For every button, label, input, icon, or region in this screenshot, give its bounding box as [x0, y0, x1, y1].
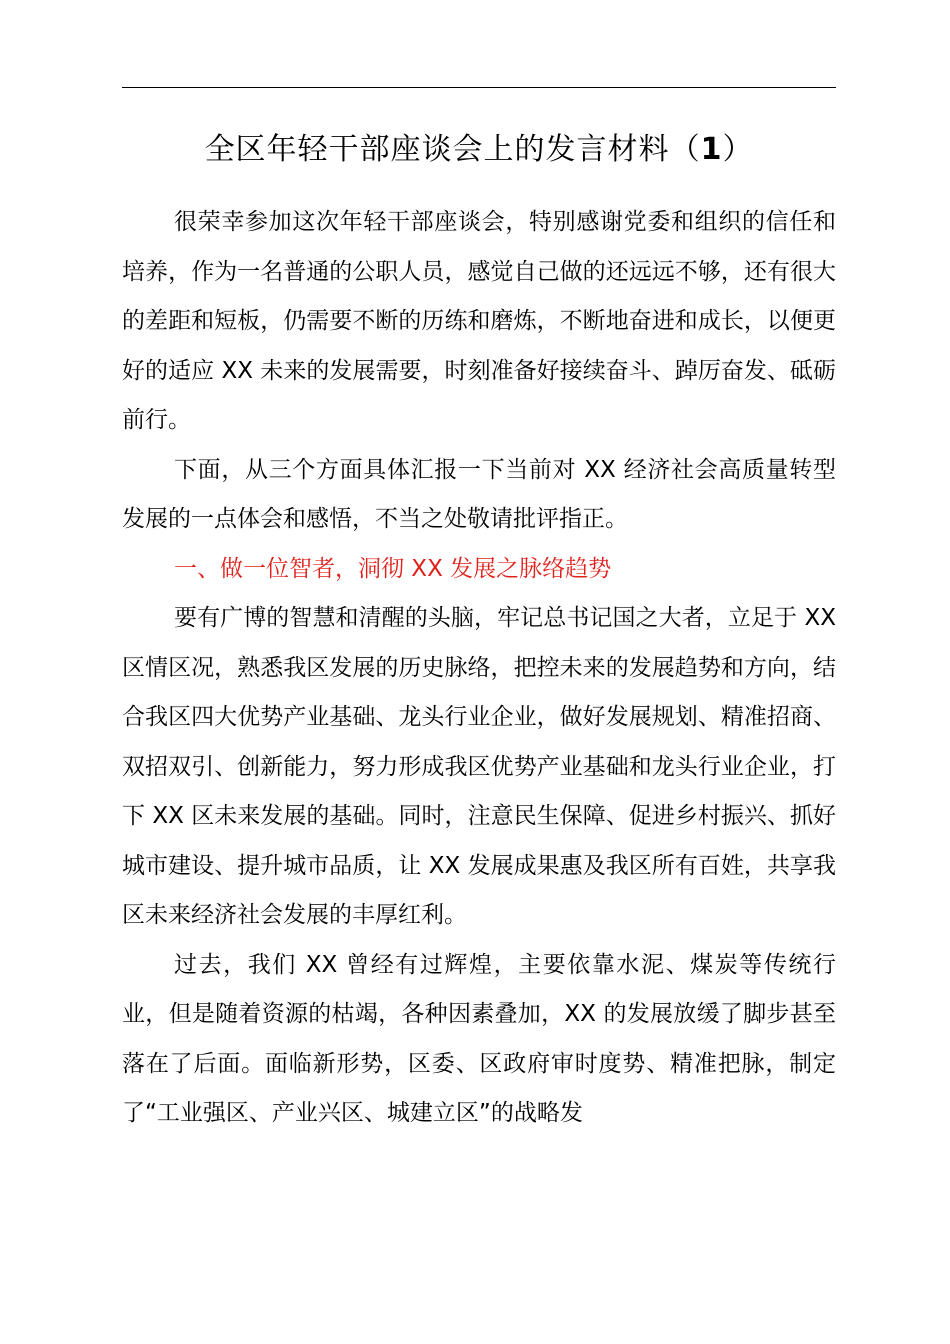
title-paren-close: ）	[722, 132, 754, 167]
section-heading: 一、做一位智者，洞彻 XX 发展之脉络趋势	[174, 555, 612, 582]
title-paren-open: （	[669, 132, 701, 167]
overview-paragraph: 下面，从三个方面具体汇报一下当前对 XX 经济社会高质量转型发展的一点体会和感悟，不当之处敬请批评指正。	[122, 456, 836, 532]
title-number: 1	[700, 132, 723, 167]
section-paragraph: 要有广博的智慧和清醒的头脑，牢记总书记国之大者，立足于 XX 区情区况，熟悉我区发展的历史脉络，把控未来的发展趋势和方向，结合我区四大优势产业基础、龙头行业企业，做好发展规划、精准招商、双招双引、创新能力，努力形成我区优势产业基础和龙头行业企业，打下 XX 区未来发展的基础。同时，注意民生保障、促进乡村振兴、抓好城市建设、提升城市品质，让 XX 发展成果惠及我区所有百姓，共享我区未来经济社会发展的丰厚红利。	[122, 605, 836, 928]
document-body	[122, 198, 836, 1139]
section-paragraph: 过去，我们 XX 曾经有过辉煌，主要依靠水泥、煤炭等传统行业，但是随着资源的枯竭，各种因素叠加，XX 的发展放缓了脚步甚至落在了后面。面临新形势，区委、区政府审时度势、精准把脉，制定了“工业强区、产业兴区、城建立区”的战略发	[122, 951, 836, 1126]
document-title	[122, 126, 836, 174]
title-main: 全区年轻干部座谈会上的发言材料	[204, 132, 670, 167]
intro-paragraph: 很荣幸参加这次年轻干部座谈会，特别感谢党委和组织的信任和培养，作为一名普通的公职人员，感觉自己做的还远远不够，还有很大的差距和短板，仍需要不断的历练和磨炼，不断地奋进和成长，以便更好的适应 XX 未来的发展需要，时刻准备好接续奋斗、踔厉奋发、砥砺前行。	[122, 209, 836, 433]
header-rule	[122, 87, 836, 88]
